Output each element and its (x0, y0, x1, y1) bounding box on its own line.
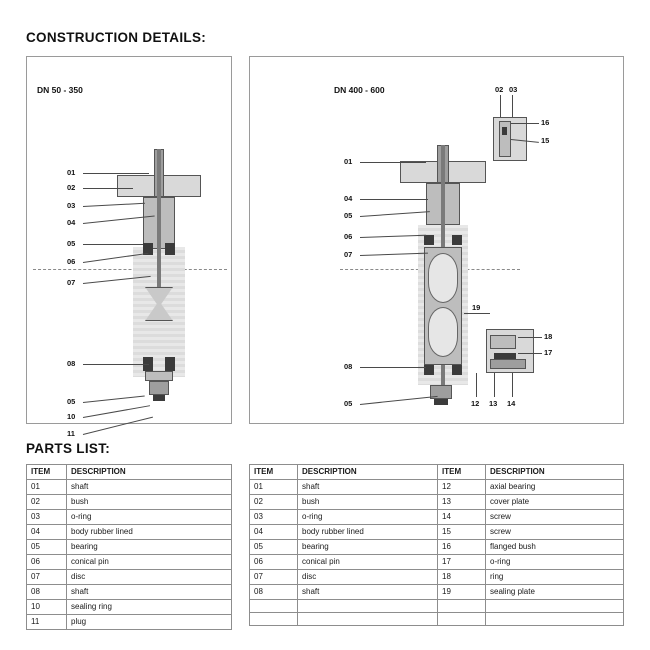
parts-right-cell-r7-c3: sealing plate (486, 585, 624, 600)
callout-right-l-4: 07 (344, 250, 353, 259)
parts-left-cell-r4-c0: 05 (27, 540, 67, 555)
callout-left-6: 07 (67, 278, 76, 287)
leader-10-left (83, 405, 150, 418)
panel-label-left: DN 50 - 350 (37, 85, 83, 95)
leader-18-right (518, 337, 542, 338)
parts-left-cell-r3-c0: 04 (27, 525, 67, 540)
table-row (27, 570, 232, 585)
bearing-lower-left-b (165, 357, 175, 371)
parts-right-cell-r8-c1 (298, 600, 438, 613)
parts-left-cell-r8-c0: 10 (27, 600, 67, 615)
parts-left-cell-r0-c0: 01 (27, 480, 67, 495)
parts-right-cell-r8-c0 (250, 600, 298, 613)
parts-left-cell-r1-c0: 02 (27, 495, 67, 510)
table-row (27, 585, 232, 600)
parts-right-cell-r5-c0: 06 (250, 555, 298, 570)
parts-left-cell-r7-c1: shaft (67, 585, 232, 600)
callout-right-bottom-5: 14 (507, 399, 516, 408)
parts-right-cell-r9-c1 (298, 613, 438, 626)
bearing-upper-right-a (424, 235, 434, 245)
parts-right-cell-r1-c1: bush (298, 495, 438, 510)
table-row (250, 495, 624, 510)
parts-left-cell-r2-c1: o-ring (67, 510, 232, 525)
centerline-left (33, 269, 227, 270)
parts-right-cell-r0-c0: 01 (250, 480, 298, 495)
parts-left-cell-r8-c1: sealing ring (67, 600, 232, 615)
plug-end-left (153, 395, 165, 401)
disc-lens-upper-right (428, 253, 458, 303)
parts-table-left (26, 464, 232, 630)
table-row (250, 525, 624, 540)
table-header-description-1: DESCRIPTION (298, 465, 438, 480)
parts-right-cell-r3-c1: body rubber lined (298, 525, 438, 540)
leader-13-right (494, 373, 495, 397)
callout-left-1: 02 (67, 183, 76, 192)
table-row (27, 615, 232, 630)
table-row (27, 525, 232, 540)
bearing-upper-left-b (165, 243, 175, 255)
table-row (250, 613, 624, 626)
table-row (250, 555, 624, 570)
table-row (250, 480, 624, 495)
parts-right-cell-r5-c2: 17 (438, 555, 486, 570)
leader-08-right (360, 367, 426, 368)
parts-right-cell-r9-c0 (250, 613, 298, 626)
leader-11-left (83, 417, 153, 435)
parts-right-cell-r2-c1: o-ring (298, 510, 438, 525)
callout-left-8: 05 (67, 397, 76, 406)
parts-left-cell-r4-c1: bearing (67, 540, 232, 555)
parts-right-cell-r0-c3: axial bearing (486, 480, 624, 495)
leader-03-top-right (512, 95, 513, 117)
parts-left-cell-r6-c1: disc (67, 570, 232, 585)
parts-left-cell-r2-c0: 03 (27, 510, 67, 525)
callout-right-top-1: 03 (509, 85, 518, 94)
parts-left-cell-r1-c1: bush (67, 495, 232, 510)
table-row (27, 600, 232, 615)
callout-right-l-5: 08 (344, 362, 353, 371)
detail-bottom-ring-right (490, 335, 516, 349)
parts-table-right (249, 464, 624, 626)
table-row (27, 480, 232, 495)
detail-top-oring-right (502, 127, 507, 135)
table-row (250, 570, 624, 585)
parts-left-cell-r0-c1: shaft (67, 480, 232, 495)
parts-right-cell-r3-c3: screw (486, 525, 624, 540)
callout-left-0: 01 (67, 168, 76, 177)
parts-right-cell-r7-c0: 08 (250, 585, 298, 600)
drawing-panel-dn400-600 (249, 56, 624, 424)
table-header-description: DESCRIPTION (67, 465, 232, 480)
callout-right-bottom-1: 18 (544, 332, 553, 341)
parts-right-cell-r1-c3: cover plate (486, 495, 624, 510)
parts-left-cell-r5-c0: 06 (27, 555, 67, 570)
table-header-row (250, 465, 624, 480)
plug-left (149, 381, 169, 395)
parts-right-cell-r1-c0: 02 (250, 495, 298, 510)
leader-17-right (518, 353, 542, 354)
callout-left-4: 05 (67, 239, 76, 248)
bearing-lower-right-b (452, 365, 462, 375)
table-row (27, 495, 232, 510)
drawing-panel-dn50-350 (26, 56, 232, 438)
parts-right-cell-r4-c0: 05 (250, 540, 298, 555)
callout-right-bottom-4: 13 (489, 399, 498, 408)
callout-right-l-2: 05 (344, 211, 353, 220)
leader-02-left (83, 188, 133, 189)
callout-right-top-3: 15 (541, 136, 550, 145)
table-header-item-2: ITEM (438, 465, 486, 480)
parts-right-cell-r0-c2: 12 (438, 480, 486, 495)
parts-left-cell-r9-c0: 11 (27, 615, 67, 630)
table-row (250, 540, 624, 555)
panel-label-right: DN 400 - 600 (334, 85, 385, 95)
parts-right-cell-r2-c0: 03 (250, 510, 298, 525)
parts-left-cell-r3-c1: body rubber lined (67, 525, 232, 540)
callout-right-l-3: 06 (344, 232, 353, 241)
callout-right-bottom-0: 19 (472, 303, 481, 312)
leader-06-right (360, 235, 426, 238)
callout-right-l-1: 04 (344, 194, 353, 203)
table-header-item-1: ITEM (250, 465, 298, 480)
parts-right-cell-r4-c1: bearing (298, 540, 438, 555)
callout-right-top-0: 02 (495, 85, 504, 94)
table-header-row (27, 465, 232, 480)
leader-05-right (360, 211, 430, 217)
leader-02-top-right (500, 95, 501, 117)
table-row (250, 600, 624, 613)
parts-right-cell-r9-c3 (486, 613, 624, 626)
parts-right-cell-r6-c3: ring (486, 570, 624, 585)
parts-left-cell-r6-c0: 07 (27, 570, 67, 585)
parts-right-cell-r2-c2: 14 (438, 510, 486, 525)
page-title-construction: CONSTRUCTION DETAILS: (26, 30, 207, 45)
table-row (27, 540, 232, 555)
callout-left-10: 11 (67, 429, 75, 438)
parts-left-cell-r5-c1: conical pin (67, 555, 232, 570)
parts-right-cell-r6-c2: 18 (438, 570, 486, 585)
table-header-item: ITEM (27, 465, 67, 480)
sealing-ring-left (145, 371, 173, 381)
leader-01-left (83, 173, 149, 174)
leader-14-right (512, 373, 513, 397)
parts-right-cell-r1-c2: 13 (438, 495, 486, 510)
callout-right-l-0: 01 (344, 157, 353, 166)
parts-right-cell-r7-c1: shaft (298, 585, 438, 600)
disc-lens-lower-right (428, 307, 458, 357)
shaft-core-left (157, 149, 161, 309)
parts-left-cell-r9-c1: plug (67, 615, 232, 630)
table-row (27, 555, 232, 570)
parts-right-cell-r8-c3 (486, 600, 624, 613)
table-row (250, 585, 624, 600)
leader-05-left (83, 244, 143, 245)
parts-right-cell-r3-c0: 04 (250, 525, 298, 540)
callout-left-5: 06 (67, 257, 76, 266)
table-row (27, 510, 232, 525)
callout-right-bottom-2: 17 (544, 348, 553, 357)
detail-bottom-cover-right (490, 359, 526, 369)
callout-left-3: 04 (67, 218, 76, 227)
parts-right-cell-r2-c3: screw (486, 510, 624, 525)
parts-right-cell-r5-c1: conical pin (298, 555, 438, 570)
table-header-description-2: DESCRIPTION (486, 465, 624, 480)
parts-right-cell-r0-c1: shaft (298, 480, 438, 495)
parts-right-cell-r8-c2 (438, 600, 486, 613)
parts-right-cell-r5-c3: o-ring (486, 555, 624, 570)
parts-right-cell-r6-c0: 07 (250, 570, 298, 585)
callout-left-9: 10 (67, 412, 76, 421)
parts-right-cell-r3-c2: 15 (438, 525, 486, 540)
callout-right-top-2: 16 (541, 118, 550, 127)
leader-16-right (511, 123, 539, 124)
bearing-upper-right-b (452, 235, 462, 245)
parts-right-cell-r9-c2 (438, 613, 486, 626)
bottom-cap-end-right (434, 399, 448, 405)
parts-right-cell-r6-c1: disc (298, 570, 438, 585)
leader-03-left (83, 203, 145, 207)
parts-left-cell-r7-c0: 08 (27, 585, 67, 600)
callout-left-7: 08 (67, 359, 76, 368)
parts-right-cell-r7-c2: 19 (438, 585, 486, 600)
parts-right-cell-r4-c3: flanged bush (486, 540, 624, 555)
leader-19-right (464, 313, 490, 314)
callout-left-2: 03 (67, 201, 76, 210)
page-title-parts: PARTS LIST: (26, 441, 111, 456)
parts-right-cell-r4-c2: 16 (438, 540, 486, 555)
leader-01-right (360, 162, 426, 163)
leader-08-left (83, 364, 149, 365)
leader-05b-right (360, 396, 438, 405)
callout-right-l-6: 05 (344, 399, 353, 408)
leader-04-right (360, 199, 428, 200)
leader-05b-left (83, 396, 145, 403)
callout-right-bottom-3: 12 (471, 399, 480, 408)
leader-12-right (476, 373, 477, 397)
table-row (250, 510, 624, 525)
